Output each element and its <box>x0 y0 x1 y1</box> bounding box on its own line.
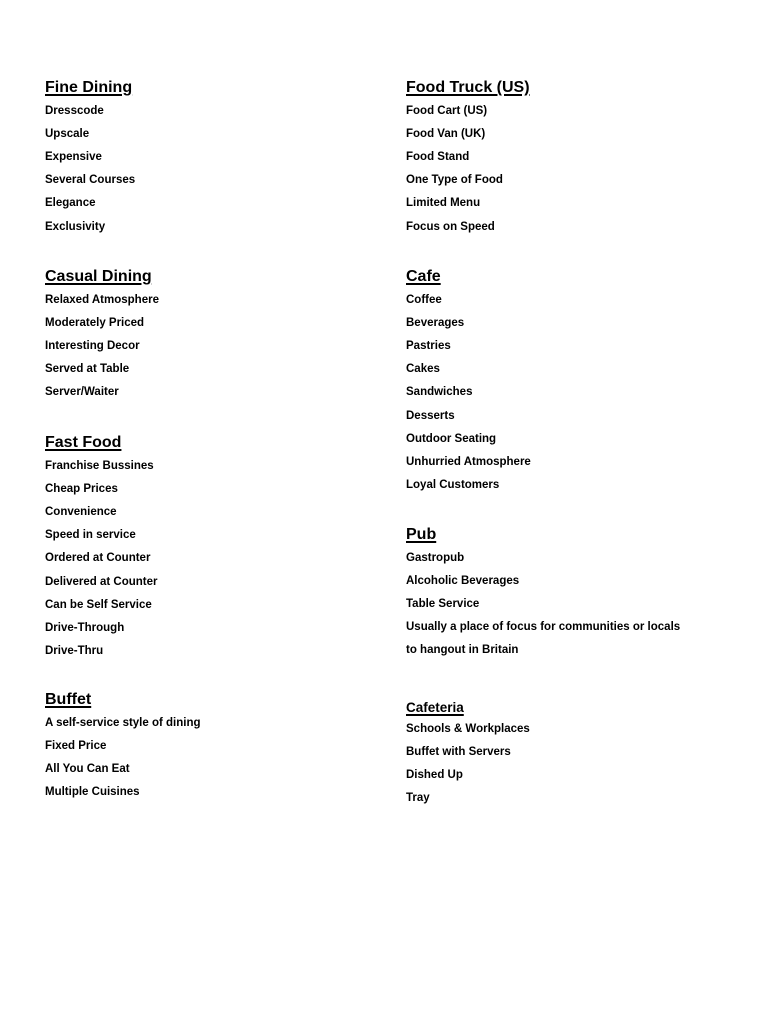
list-item: Limited Menu <box>406 197 481 210</box>
section-heading: Cafeteria <box>406 700 464 715</box>
list-item: Franchise Bussines <box>45 460 154 472</box>
list-item: Desserts <box>406 409 455 422</box>
list-item: Served at Table <box>45 363 130 376</box>
list-item: Food Cart (US) <box>406 105 488 117</box>
list-item: Ordered at Counter <box>45 552 151 565</box>
list-item: Upscale <box>45 128 90 141</box>
list-item: One Type of Food <box>406 174 503 187</box>
list-item: Multiple Cuisines <box>45 786 140 799</box>
list-item: Unhurried Atmosphere <box>406 455 531 468</box>
list-item: Loyal Customers <box>406 478 500 491</box>
list-item: Moderately Priced <box>45 317 145 330</box>
list-item: Food Van (UK) <box>406 128 486 141</box>
section-heading: Buffet <box>45 691 92 708</box>
list-item: Coffee <box>406 294 442 306</box>
list-item: Can be Self Service <box>45 598 152 611</box>
list-item: All You Can Eat <box>45 763 130 776</box>
list-item: Table Service <box>406 598 480 611</box>
section-heading: Pub <box>406 526 437 543</box>
list-item: Gastropub <box>406 552 465 564</box>
section-heading: Cafe <box>406 268 441 285</box>
list-item: Cakes <box>406 363 440 376</box>
section-heading: Fine Dining <box>45 79 133 96</box>
list-item: Drive-Through <box>45 621 125 634</box>
list-item: Alcoholic Beverages <box>406 575 520 588</box>
list-item: Interesting Decor <box>45 340 140 353</box>
list-item: Tray <box>406 792 430 805</box>
list-item: Buffet with Servers <box>406 746 511 759</box>
list-item: Food Stand <box>406 151 470 164</box>
list-item: Server/Waiter <box>45 386 119 399</box>
list-item: Usually a place of focus for communities or locals <box>406 621 681 634</box>
list-item: Schools & Workplaces <box>406 723 530 735</box>
section-heading: Food Truck (US) <box>406 79 530 96</box>
list-item: Fixed Price <box>45 740 107 753</box>
list-item: to hangout in Britain <box>406 644 519 657</box>
list-item: Delivered at Counter <box>45 575 158 588</box>
list-item: Drive-Thru <box>45 644 104 657</box>
list-item: Dresscode <box>45 105 104 117</box>
list-item: Dished Up <box>406 769 463 782</box>
list-item: Expensive <box>45 151 102 164</box>
list-item: Convenience <box>45 506 117 519</box>
list-item: Elegance <box>45 197 96 210</box>
list-item: Sandwiches <box>406 386 473 399</box>
list-item: Speed in service <box>45 529 136 542</box>
list-item: Cheap Prices <box>45 483 118 496</box>
list-item: Focus on Speed <box>406 220 495 233</box>
list-item: Exclusivity <box>45 220 106 233</box>
list-item: Several Courses <box>45 174 136 187</box>
section-heading: Casual Dining <box>45 268 152 285</box>
list-item: A self-service style of dining <box>45 717 201 729</box>
list-item: Pastries <box>406 340 451 353</box>
list-item: Outdoor Seating <box>406 432 497 445</box>
list-item: Beverages <box>406 317 465 330</box>
section-heading: Fast Food <box>45 434 122 451</box>
list-item: Relaxed Atmosphere <box>45 294 159 306</box>
